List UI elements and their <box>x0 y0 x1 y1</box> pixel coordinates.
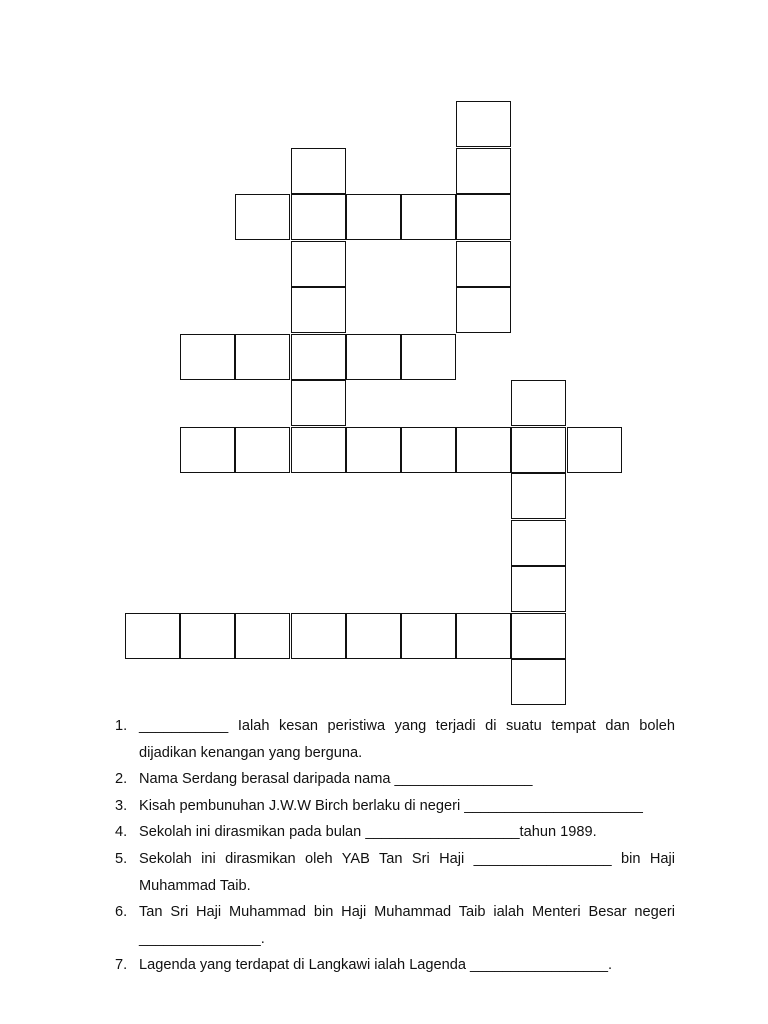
crossword-cell[interactable] <box>291 427 346 473</box>
crossword-cell[interactable] <box>235 194 290 240</box>
clue-number: 4. <box>115 824 128 841</box>
crossword-cell[interactable] <box>346 334 401 380</box>
clue-number: 2. <box>115 771 128 788</box>
crossword-cell[interactable] <box>180 334 235 380</box>
crossword-cell[interactable] <box>291 287 346 333</box>
clue-text: Kisah pembunuhan J.W.W Birch berlaku di negeri ______________________ <box>139 797 643 814</box>
clue-2 <box>115 766 675 793</box>
crossword-cell[interactable] <box>511 659 566 705</box>
crossword-cell[interactable] <box>401 334 456 380</box>
clue-text: Nama Serdang berasal daripada nama _________________ <box>139 771 533 788</box>
crossword-cell[interactable] <box>291 613 346 659</box>
crossword-cell[interactable] <box>235 427 290 473</box>
clue-number: 3. <box>115 797 128 814</box>
crossword-cell[interactable] <box>401 427 456 473</box>
clue-4 <box>115 819 675 846</box>
clue-number: 1. <box>115 718 128 734</box>
clue-text: Sekolah ini dirasmikan oleh YAB Tan Sri Haji _________________ bin Haji Muhammad Taib. <box>139 850 675 894</box>
crossword-cell[interactable] <box>346 427 401 473</box>
clue-text: Sekolah ini dirasmikan pada bulan ___________________tahun 1989. <box>139 824 597 841</box>
crossword-cell[interactable] <box>511 520 566 566</box>
crossword-cell[interactable] <box>456 427 511 473</box>
crossword-cell[interactable] <box>291 241 346 287</box>
crossword-cell[interactable] <box>291 334 346 380</box>
crossword-cell[interactable] <box>291 194 346 240</box>
crossword-cell[interactable] <box>180 427 235 473</box>
clue-7 <box>115 952 675 979</box>
crossword-cell[interactable] <box>456 148 511 194</box>
clue-6 <box>115 899 675 952</box>
clue-text: Tan Sri Haji Muhammad bin Haji Muhammad Taib ialah Menteri Besar negeri _______________. <box>139 904 675 947</box>
crossword-cell[interactable] <box>346 613 401 659</box>
clue-5 <box>115 846 675 899</box>
clue-text: ___________ Ialah kesan peristiwa yang terjadi di suatu tempat dan boleh dijadikan kenangan yang berguna. <box>139 718 675 761</box>
crossword-cell[interactable] <box>511 380 566 426</box>
crossword-cell[interactable] <box>456 613 511 659</box>
clue-number: 7. <box>115 957 128 974</box>
crossword-cell[interactable] <box>291 380 346 426</box>
crossword-cell[interactable] <box>125 613 180 659</box>
crossword-cell[interactable] <box>346 194 401 240</box>
crossword-cell[interactable] <box>401 194 456 240</box>
crossword-cell[interactable] <box>180 613 235 659</box>
crossword-cell[interactable] <box>456 194 511 240</box>
crossword-cell[interactable] <box>456 287 511 333</box>
crossword-cell[interactable] <box>456 241 511 287</box>
crossword-cell[interactable] <box>567 427 622 473</box>
crossword-cell[interactable] <box>401 613 456 659</box>
clue-list <box>115 713 675 979</box>
clue-3 <box>115 793 675 820</box>
clue-1 <box>115 713 675 766</box>
clue-text: Lagenda yang terdapat di Langkawi ialah Lagenda _________________. <box>139 957 613 974</box>
crossword-cell[interactable] <box>456 101 511 147</box>
crossword-cell[interactable] <box>511 613 566 659</box>
crossword-cell[interactable] <box>511 473 566 519</box>
crossword-cell[interactable] <box>235 334 290 380</box>
crossword-cell[interactable] <box>511 566 566 612</box>
clue-number: 6. <box>115 904 128 921</box>
crossword-cell[interactable] <box>511 427 566 473</box>
crossword-cell[interactable] <box>235 613 290 659</box>
crossword-cell[interactable] <box>291 148 346 194</box>
clue-number: 5. <box>115 850 128 867</box>
